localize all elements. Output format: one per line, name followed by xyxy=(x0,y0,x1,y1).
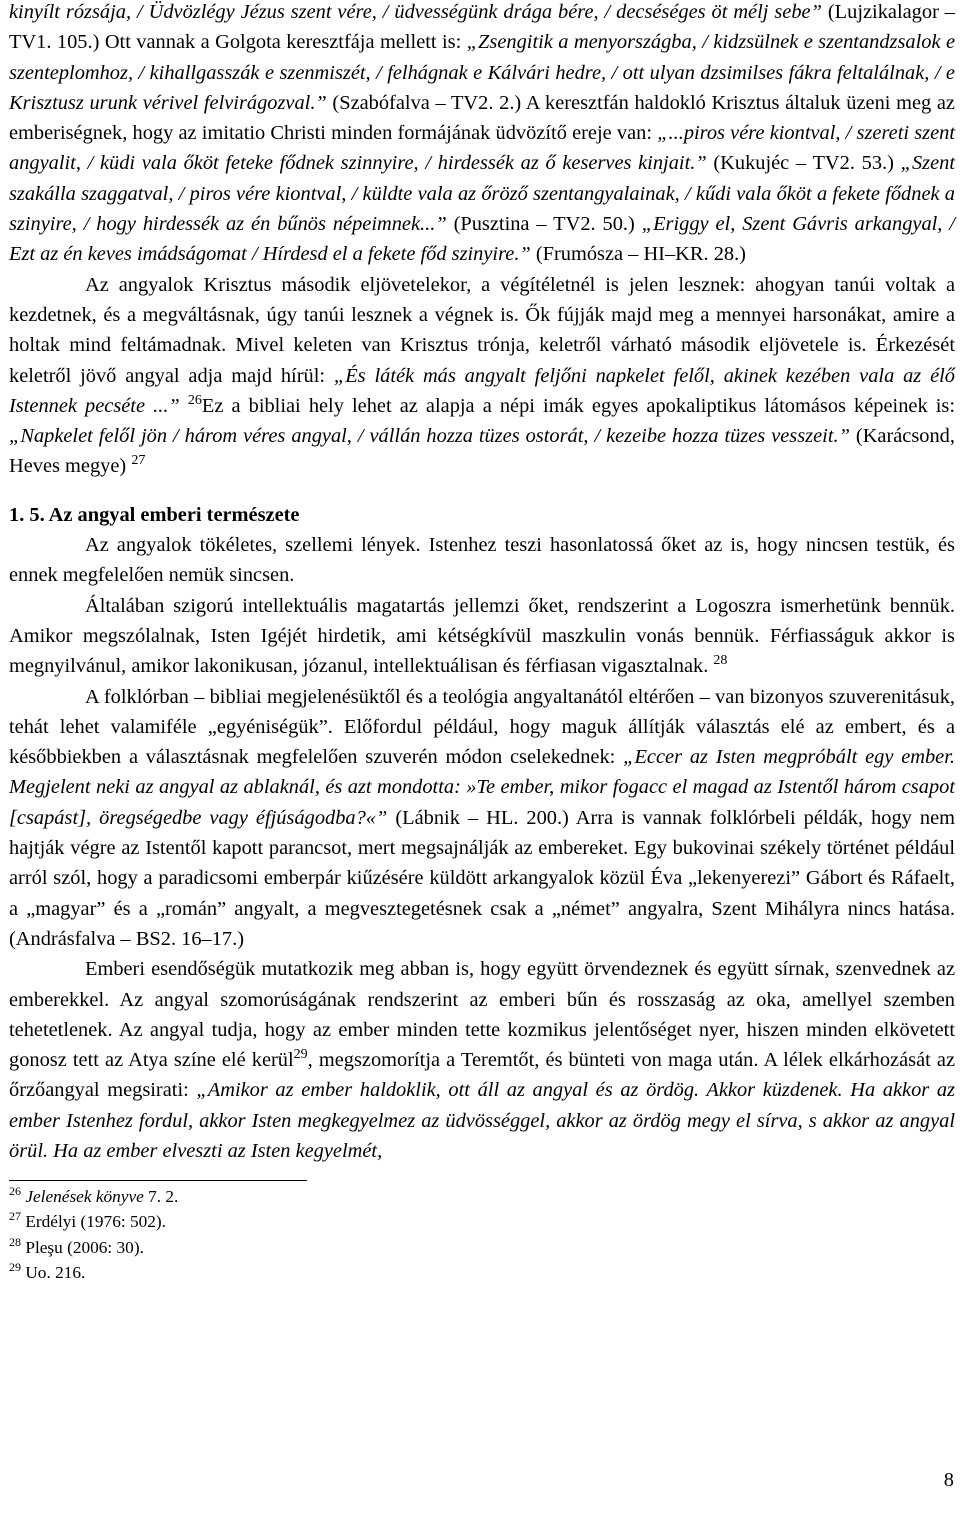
body-text: Az angyalok Krisztus második eljövetelekor, a végítéletnél is jelen lesznek: ahogyan tanúi voltak a kezdetnek, és a megváltásnak, úgy tanúi lesznek a végnek is. Ők fújják majd meg a mennyei harsonákat, amire a holtak mind feltámadnak. Mivel keleten van Krisztus trónja, keletről várható második eljövetele is. Érkezését keletről jövő angyal adja majd hírül: xyxy=(9,273,955,387)
paragraph-continuation xyxy=(9,0,955,270)
quote-text: „Napkelet felől jön / három véres angyal, / vállán hozza tüzes ostorát, / kezeibe hozza tüzes vesszeit.” xyxy=(9,425,850,448)
footnote-text: Uo. 216. xyxy=(25,1262,86,1282)
footnote-divider xyxy=(9,1180,307,1181)
quote-text: „...piros vére kiontval, / szereti szent angyalit, / küdi vala őköt feteke fődnek szinnyire, / hirdessék az ő keserves kinjait.” xyxy=(9,122,955,175)
footnote-text: Erdélyi (1976: 502). xyxy=(25,1212,166,1232)
body-text: (Szabófalva – TV2. 2.) A keresztfán haldokló Krisztus általuk üzeni meg az emberiségnek, hogy az imitatio Christi minden formájának üdvözítő ereje van: xyxy=(9,91,955,145)
footnote-italic: Jelenések könyve xyxy=(25,1187,144,1207)
body-text: (Pusztina – TV2. 50.) xyxy=(446,213,642,236)
section-heading: 1. 5. Az angyal emberi természete xyxy=(9,503,300,526)
footnote-number: 26 xyxy=(9,1184,21,1199)
body-text: , megszomorítja a Teremtőt, és bünteti von maga után. A lélek elkárhozását az őrzőangyal megsirati: xyxy=(9,1049,955,1102)
quote-text: „Eriggy el, Szent Gávris arkangyal, / Ezt az én keves imádságomat / Hírdesd el a fekete főd szinyire.” xyxy=(9,213,955,266)
quote-text: kinyílt rózsája, / Üdvözlégy Jézus szent vére, / üdvességünk drága bére, / decséséges öt mélj sebe” xyxy=(9,1,822,23)
quote-text: „Szent szakálla szaggatval, / piros vére kiontval, / küldte vala az őröző szentangyalainak, / kűdi vala őköt a fekete fődnek a szinyire, / hogy hirdessék az én bűnös népeimnek...” xyxy=(9,152,955,236)
footnote-ref[interactable]: 26 xyxy=(187,392,202,408)
footnote-number: 28 xyxy=(9,1234,21,1249)
footnote-text: Pleşu (2006: 30). xyxy=(25,1237,144,1257)
footnote-ref[interactable]: 29 xyxy=(293,1047,308,1063)
paragraph-angels-last-judgment xyxy=(9,270,955,482)
footnote-number: 27 xyxy=(9,1209,21,1224)
body-text: A folklórban – bibliai megjelenésüktől és a teológia angyaltanától eltérően – van bizonyos szuverenitásuk, tehát lehet valamiféle „egyéniségük”. Előfordul például, hogy maguk állítják választás elé az embert, és a későbbiekben a választásnak megfelelően szuverén módon cselekednek: xyxy=(9,685,955,769)
paragraph-intellectual xyxy=(9,591,955,682)
body-text: (Lujzikalagor – TV1. 105.) Ott vannak a Golgota keresztfája mellett is: xyxy=(9,1,955,54)
footnote-item xyxy=(9,1209,955,1234)
quote-text: „Eccer az Isten megpróbált egy ember. Megjelent neki az angyal az ablaknál, és azt mondotta: »Te ember, mikor fogacc el magad az Istentől három csapot [csapást], öregségedbe vagy éfjúságodba?«” xyxy=(9,746,956,829)
quote-text: „Zsengitik a menyországba, / kidzsülnek e szentandzsalok e szenteplomhoz, / kihallgasszák e szenmiszét, / felhágnak e Kálvári hedre, / ott ulyan dzsimilses fákra feltalálnak, / e Krisztusz urunk vérivel felvirágozval.” xyxy=(9,31,956,114)
footnote-item xyxy=(9,1260,955,1285)
paragraph-folklore-sovereignty xyxy=(9,682,955,955)
footnote-ref[interactable]: 28 xyxy=(713,653,728,669)
body-text: Emberi esendőségük mutatkozik meg abban is, hogy együtt örvendeznek és együtt sírnak, szenvednek az emberekkel. Az angyal szomorúságának rendszerint az emberi bűn és rosszaság az oka, amellyel szemben tehetetlenek. Az angyal tudja, hogy az ember minden tette kozmikus jelentőséget nyer, hiszen minden elkövetett gonosz tett az Atya színe elé kerül xyxy=(9,958,955,1072)
footnote-text: 7. 2. xyxy=(143,1187,179,1207)
footnote-ref[interactable]: 27 xyxy=(131,453,146,469)
quote-text: „Amikor az ember haldoklik, ott áll az angyal és az ördög. Akkor küzdenek. Ha akkor az ember Istenhez fordul, akkor Isten megkegyelmez az üdvösséggel, akkor az ördög megy el sírva, s akkor az angyal örül. Ha az ember elveszti az Isten kegyelmét, xyxy=(9,1079,955,1162)
footnote-number: 29 xyxy=(9,1259,21,1274)
body-text: (Frumósza – HI–KR. 28.) xyxy=(530,243,746,266)
footnotes xyxy=(9,1184,955,1285)
document-page xyxy=(9,0,955,1285)
body-text: Ez a bibliai hely lehet az alapja a népi imák egyes apokaliptikus látomásos képeinek is: xyxy=(201,394,955,417)
page-number: 8 xyxy=(943,1469,954,1491)
body-text: (Lábnik – HL. 200.) Arra is vannak folklórbeli példák, hogy nem hajtják végre az Istentől kapott parancsot, mert megsajnálják az embereket. Egy bukovinai székely történet például arról szól, hogy a paradicsomi emberpár kiűzésére küldött arkangyalok közül Éva „lekenyerezi” Gábort és Ráfaelt, a „magyar” és a „román” angyalt, a megvesztegetésnek csak a „német” angyalra, Szent Mihályra nincs hatása. (Andrásfalva – BS2. 16–17.) xyxy=(9,806,955,950)
paragraph-human-frailty xyxy=(9,954,955,1166)
body-text: (Karácsond, Heves megye) xyxy=(9,425,955,478)
body-text: (Kukujéc – TV2. 53.) xyxy=(706,152,901,175)
paragraph-perfect-beings: Az angyalok tökéletes, szellemi lények. Istenhez teszi hasonlatossá őket az is, hogy nincsen testük, és ennek megfelelően nemük sincsen. xyxy=(9,534,955,587)
quote-text: „És láték más angyalt feljőni napkelet felől, akinek kezében vala az élő Istennek pecséte ...” xyxy=(9,364,955,417)
footnote-item xyxy=(9,1235,955,1260)
footnote-item xyxy=(9,1184,955,1209)
body-text: Általában szigorú intellektuális magatartás jellemzi őket, rendszerint a Logoszra ismerhetünk bennük. Amikor megszólalnak, Isten Igéjét hirdetik, ami kétségkívül maszkulin vonás bennük. Férfiasságuk akkor is megnyilvánul, amikor lakonikusan, józanul, intellektuálisan és férfiasan vigasztalnak. xyxy=(9,594,955,678)
